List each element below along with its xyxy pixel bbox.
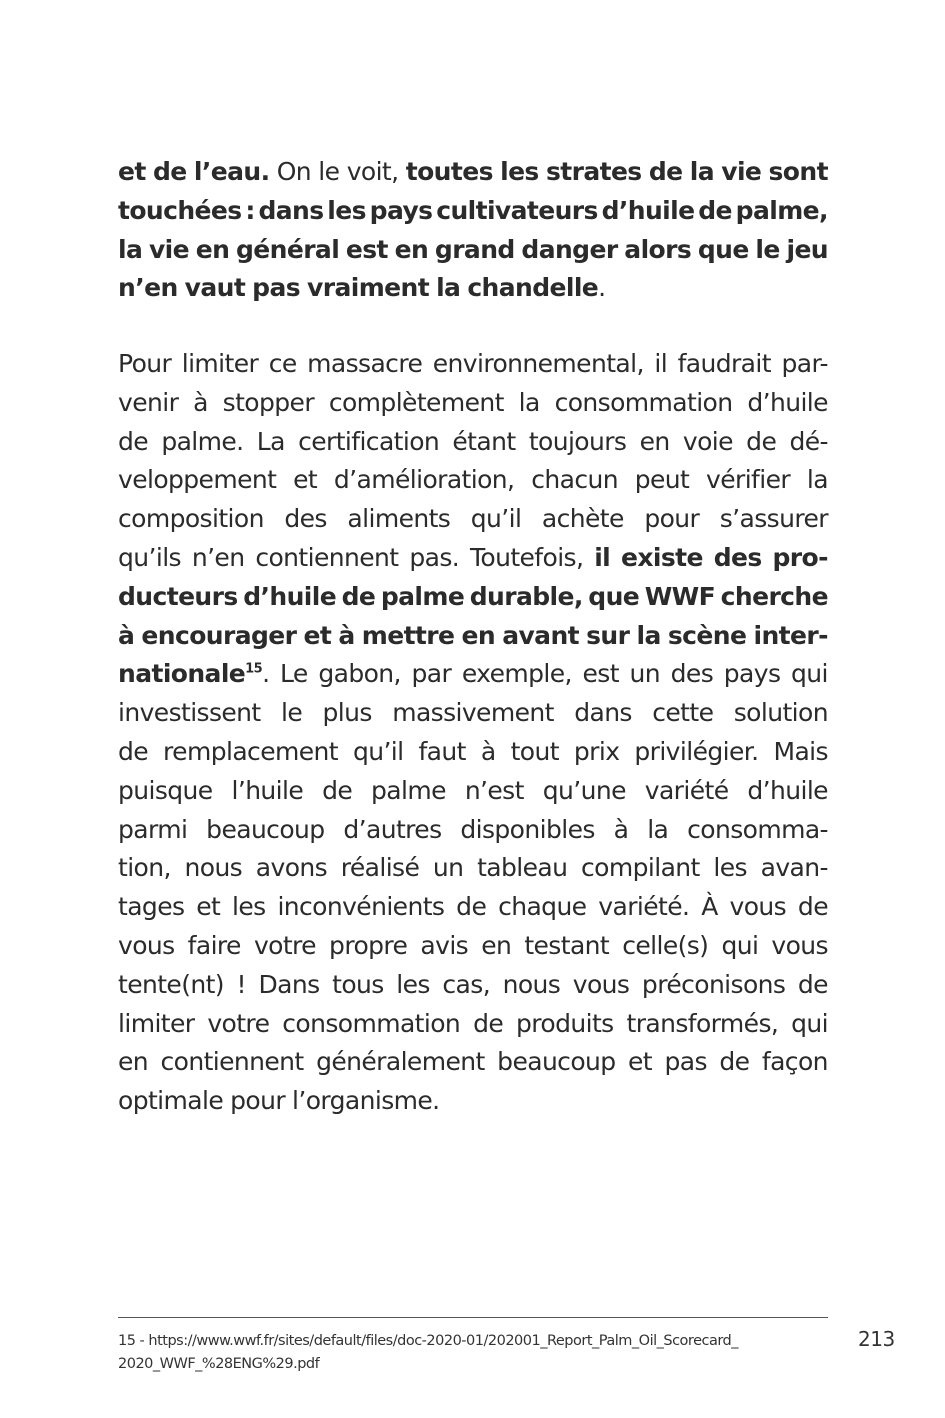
word: tableau xyxy=(477,853,568,883)
word: en xyxy=(394,234,429,264)
word: la xyxy=(689,157,714,186)
word: voit, xyxy=(346,157,399,186)
word: de xyxy=(322,775,353,805)
word: limiter xyxy=(118,1008,195,1038)
word: propre xyxy=(329,930,408,960)
word: La xyxy=(256,426,285,456)
word: de xyxy=(118,736,149,766)
word: disponibles xyxy=(460,814,595,844)
text-line xyxy=(118,423,828,462)
word: vous xyxy=(118,930,175,960)
word: qui xyxy=(791,659,828,689)
word: aliments xyxy=(347,504,451,534)
word: pour xyxy=(644,504,700,534)
word: venir xyxy=(118,387,179,417)
word: en xyxy=(195,234,230,264)
text-line xyxy=(118,966,828,1005)
word: palme. xyxy=(161,426,244,456)
word: On xyxy=(276,157,312,186)
word: parmi xyxy=(118,814,188,844)
word: vie xyxy=(721,157,762,186)
word: de xyxy=(152,157,187,186)
word: qui xyxy=(791,1008,828,1038)
word: la xyxy=(518,387,540,417)
word: d’huile xyxy=(747,775,828,805)
text-line xyxy=(118,1005,828,1044)
text-line xyxy=(118,772,828,811)
word: l’eau. xyxy=(193,157,270,186)
paragraph-2 xyxy=(118,345,828,1121)
word: dé- xyxy=(789,426,828,456)
word: qu’ils xyxy=(118,542,181,572)
word: n’est xyxy=(464,775,524,805)
word: de xyxy=(797,969,828,999)
word: cette xyxy=(652,698,714,728)
word: votre xyxy=(253,930,316,960)
word: la xyxy=(636,620,661,650)
word: chacun xyxy=(531,465,618,495)
word: est xyxy=(345,234,388,264)
text-line xyxy=(118,617,828,656)
word: À xyxy=(701,892,718,922)
word: Toutefois, xyxy=(469,542,584,572)
word: Pour xyxy=(118,349,172,378)
text-line xyxy=(118,1082,828,1121)
text-line xyxy=(118,153,828,192)
word: encourager xyxy=(141,620,297,650)
word: n’en xyxy=(118,273,178,303)
word: de xyxy=(698,195,732,225)
word: sur xyxy=(586,620,630,650)
text-line xyxy=(118,269,828,308)
word: vie xyxy=(148,234,189,264)
text-line xyxy=(118,345,828,384)
word: Mais xyxy=(773,736,828,766)
word: par xyxy=(411,659,452,689)
word: consommation xyxy=(282,1008,461,1038)
word: la xyxy=(118,234,143,264)
word: gabon, xyxy=(318,659,401,689)
word: nous xyxy=(502,969,561,999)
word: inter- xyxy=(753,620,828,650)
page-number: 213 xyxy=(858,1327,895,1351)
word: jeu xyxy=(786,234,828,264)
word: pas xyxy=(664,1047,707,1077)
word: le xyxy=(281,698,303,728)
word: cultivateurs xyxy=(436,195,598,225)
word: celle(s) xyxy=(622,930,709,960)
word: qui xyxy=(721,930,759,960)
word: ! xyxy=(236,969,246,999)
text-line xyxy=(118,733,828,772)
word: de xyxy=(473,1008,504,1038)
word: cherche xyxy=(720,581,828,611)
word: faut xyxy=(418,736,466,766)
word: le xyxy=(318,157,340,186)
word: alors xyxy=(624,234,692,264)
word: d’autres xyxy=(343,814,442,844)
word: pas. xyxy=(409,542,460,572)
word: réalisé xyxy=(340,853,420,883)
word: d’huile xyxy=(747,387,828,417)
word: tages xyxy=(118,892,185,922)
word: palme, xyxy=(735,195,828,225)
text-line xyxy=(118,888,828,927)
word: solution xyxy=(733,698,828,728)
word: de xyxy=(341,581,376,611)
word: il xyxy=(654,349,668,378)
word: touchées xyxy=(118,195,242,225)
word: des xyxy=(670,659,714,689)
word: à xyxy=(118,620,135,650)
word: plus xyxy=(322,698,372,728)
word: d’huile xyxy=(243,581,337,611)
word: des xyxy=(713,542,762,572)
word: avons xyxy=(255,853,328,883)
text-line xyxy=(118,849,828,888)
word: inconvénients xyxy=(277,892,445,922)
word: privilégier. xyxy=(634,736,759,766)
word: optimale xyxy=(118,1086,224,1116)
word: à xyxy=(480,736,496,766)
word: il xyxy=(594,542,611,572)
word: de xyxy=(797,892,828,922)
word: nationale$^{15}$. xyxy=(118,659,270,689)
word: certification xyxy=(298,426,440,456)
word: veloppement xyxy=(118,465,277,495)
word: pays xyxy=(369,195,433,225)
word: chaque xyxy=(498,892,587,922)
punctuation: . xyxy=(598,273,606,303)
word: en xyxy=(639,426,670,456)
word: à xyxy=(338,620,355,650)
word: et xyxy=(293,465,318,495)
word: vraiment xyxy=(307,273,430,303)
footnote xyxy=(118,1330,833,1376)
word: vérifier xyxy=(706,465,791,495)
text-line xyxy=(118,231,828,270)
word: les xyxy=(232,892,266,922)
word: et xyxy=(118,157,146,186)
text-line xyxy=(118,539,828,578)
word: stopper xyxy=(222,387,314,417)
word: existe xyxy=(621,542,703,572)
text-line xyxy=(118,927,828,966)
footnote-line-2: 2020_WWF_%28ENG%29.pdf xyxy=(118,1356,320,1372)
word: et xyxy=(196,892,221,922)
word: mettre xyxy=(361,620,455,650)
word: pas xyxy=(252,273,301,303)
word: consommation xyxy=(554,387,733,417)
word: grand xyxy=(434,234,515,264)
word: tente(nt) xyxy=(118,969,224,999)
word: chandelle. xyxy=(467,273,606,303)
word: faudrait xyxy=(677,349,771,378)
word: consomma- xyxy=(687,814,828,844)
word: compilant xyxy=(581,853,700,883)
word: s’assurer xyxy=(719,504,828,534)
word: vaut xyxy=(184,273,246,303)
word: complètement xyxy=(328,387,504,417)
word: et xyxy=(628,1047,652,1077)
text-line xyxy=(118,461,828,500)
word: qu’il xyxy=(352,736,404,766)
word: transformés, xyxy=(626,1008,779,1038)
word: ce xyxy=(268,349,297,378)
word: achète xyxy=(541,504,624,534)
footnote-line-1: 15 - https://www.wwf.fr/sites/default/files/doc-2020-01/202001_Report_Palm_Oil_Scorecard_ xyxy=(118,1333,739,1349)
word: remplacement xyxy=(163,736,338,766)
text-line xyxy=(118,811,828,850)
word: contiennent xyxy=(160,1047,304,1077)
word: toutes xyxy=(405,157,493,186)
word: limiter xyxy=(181,349,259,378)
word: massacre xyxy=(307,349,423,378)
word: faire xyxy=(187,930,241,960)
word: voie xyxy=(682,426,733,456)
word: que xyxy=(588,581,640,611)
word: à xyxy=(613,814,629,844)
footnote-reference: 15 xyxy=(245,662,263,678)
word: beaucoup xyxy=(497,1047,616,1077)
word: avis xyxy=(420,930,469,960)
word: d’amélioration, xyxy=(333,465,515,495)
word: un xyxy=(432,853,464,883)
word: durable, xyxy=(469,581,583,611)
word: ducteurs xyxy=(118,581,238,611)
word: la xyxy=(436,273,461,303)
word: dans xyxy=(574,698,632,728)
word: dans xyxy=(258,195,324,225)
word: massivement xyxy=(392,698,554,728)
text-line xyxy=(118,384,828,423)
word: et xyxy=(303,620,332,650)
word: vous xyxy=(729,892,787,922)
punctuation: . xyxy=(262,659,270,689)
word: de xyxy=(456,892,487,922)
word: Le xyxy=(280,659,308,689)
word: les xyxy=(327,195,366,225)
word: façon xyxy=(761,1047,828,1077)
word: toujours xyxy=(528,426,627,456)
word: la xyxy=(806,465,828,495)
footnote-separator xyxy=(118,1317,828,1318)
word: avan- xyxy=(760,853,828,883)
word: le xyxy=(755,234,780,264)
word: beaucoup xyxy=(206,814,325,844)
word: prix xyxy=(573,736,620,766)
paragraph-1 xyxy=(118,153,828,308)
word: strates xyxy=(545,157,642,186)
word: testant xyxy=(524,930,610,960)
word: est xyxy=(582,659,619,689)
word: avant xyxy=(502,620,580,650)
word: de xyxy=(648,157,683,186)
word: peut xyxy=(634,465,690,495)
word: pro- xyxy=(772,542,828,572)
word: Dans xyxy=(258,969,320,999)
word: par- xyxy=(781,349,828,378)
word: en xyxy=(481,930,512,960)
word: préconisons xyxy=(641,969,786,999)
word: pour xyxy=(230,1086,286,1116)
word: l’huile xyxy=(231,775,304,805)
word: votre xyxy=(207,1008,270,1038)
word: investissent xyxy=(118,698,261,728)
word: exemple, xyxy=(461,659,572,689)
word: les xyxy=(713,853,747,883)
text-line xyxy=(118,192,828,231)
word: la xyxy=(647,814,669,844)
word: scène xyxy=(667,620,747,650)
word: : xyxy=(245,195,255,225)
word: qu’il xyxy=(470,504,522,534)
word: vous xyxy=(771,930,828,960)
word: en xyxy=(461,620,496,650)
text-line xyxy=(118,655,828,694)
word: de xyxy=(746,426,777,456)
word: à xyxy=(193,387,208,417)
word: en xyxy=(118,1047,149,1077)
word: tion, xyxy=(118,853,171,883)
word: d’huile xyxy=(601,195,695,225)
word: puisque xyxy=(118,775,213,805)
word: variété xyxy=(644,775,729,805)
word: palme xyxy=(371,775,446,805)
text-line xyxy=(118,578,828,617)
word: tout xyxy=(510,736,559,766)
word: sont xyxy=(768,157,828,186)
text-line xyxy=(118,500,828,539)
word: les xyxy=(396,969,430,999)
word: que xyxy=(697,234,749,264)
word: contiennent xyxy=(255,542,399,572)
word: général xyxy=(236,234,340,264)
word: vous xyxy=(572,969,630,999)
word: n’en xyxy=(191,542,245,572)
word: produits xyxy=(516,1008,614,1038)
word: tous xyxy=(332,969,384,999)
word: les xyxy=(500,157,539,186)
word: cas, xyxy=(442,969,491,999)
word: variété. xyxy=(598,892,690,922)
word: de xyxy=(118,426,149,456)
word: l’organisme. xyxy=(292,1086,440,1116)
text-line xyxy=(118,1043,828,1082)
word: palme xyxy=(380,581,465,611)
word: généralement xyxy=(316,1047,485,1077)
word: de xyxy=(719,1047,750,1077)
word: un xyxy=(629,659,661,689)
word: des xyxy=(284,504,327,534)
word: environnemental, xyxy=(432,349,644,378)
word: WWF xyxy=(644,581,716,611)
word: danger xyxy=(521,234,618,264)
text-line xyxy=(118,694,828,733)
word: qu’une xyxy=(542,775,626,805)
word: étant xyxy=(452,426,516,456)
word: pays xyxy=(723,659,781,689)
word: nous xyxy=(184,853,243,883)
word: composition xyxy=(118,504,264,534)
